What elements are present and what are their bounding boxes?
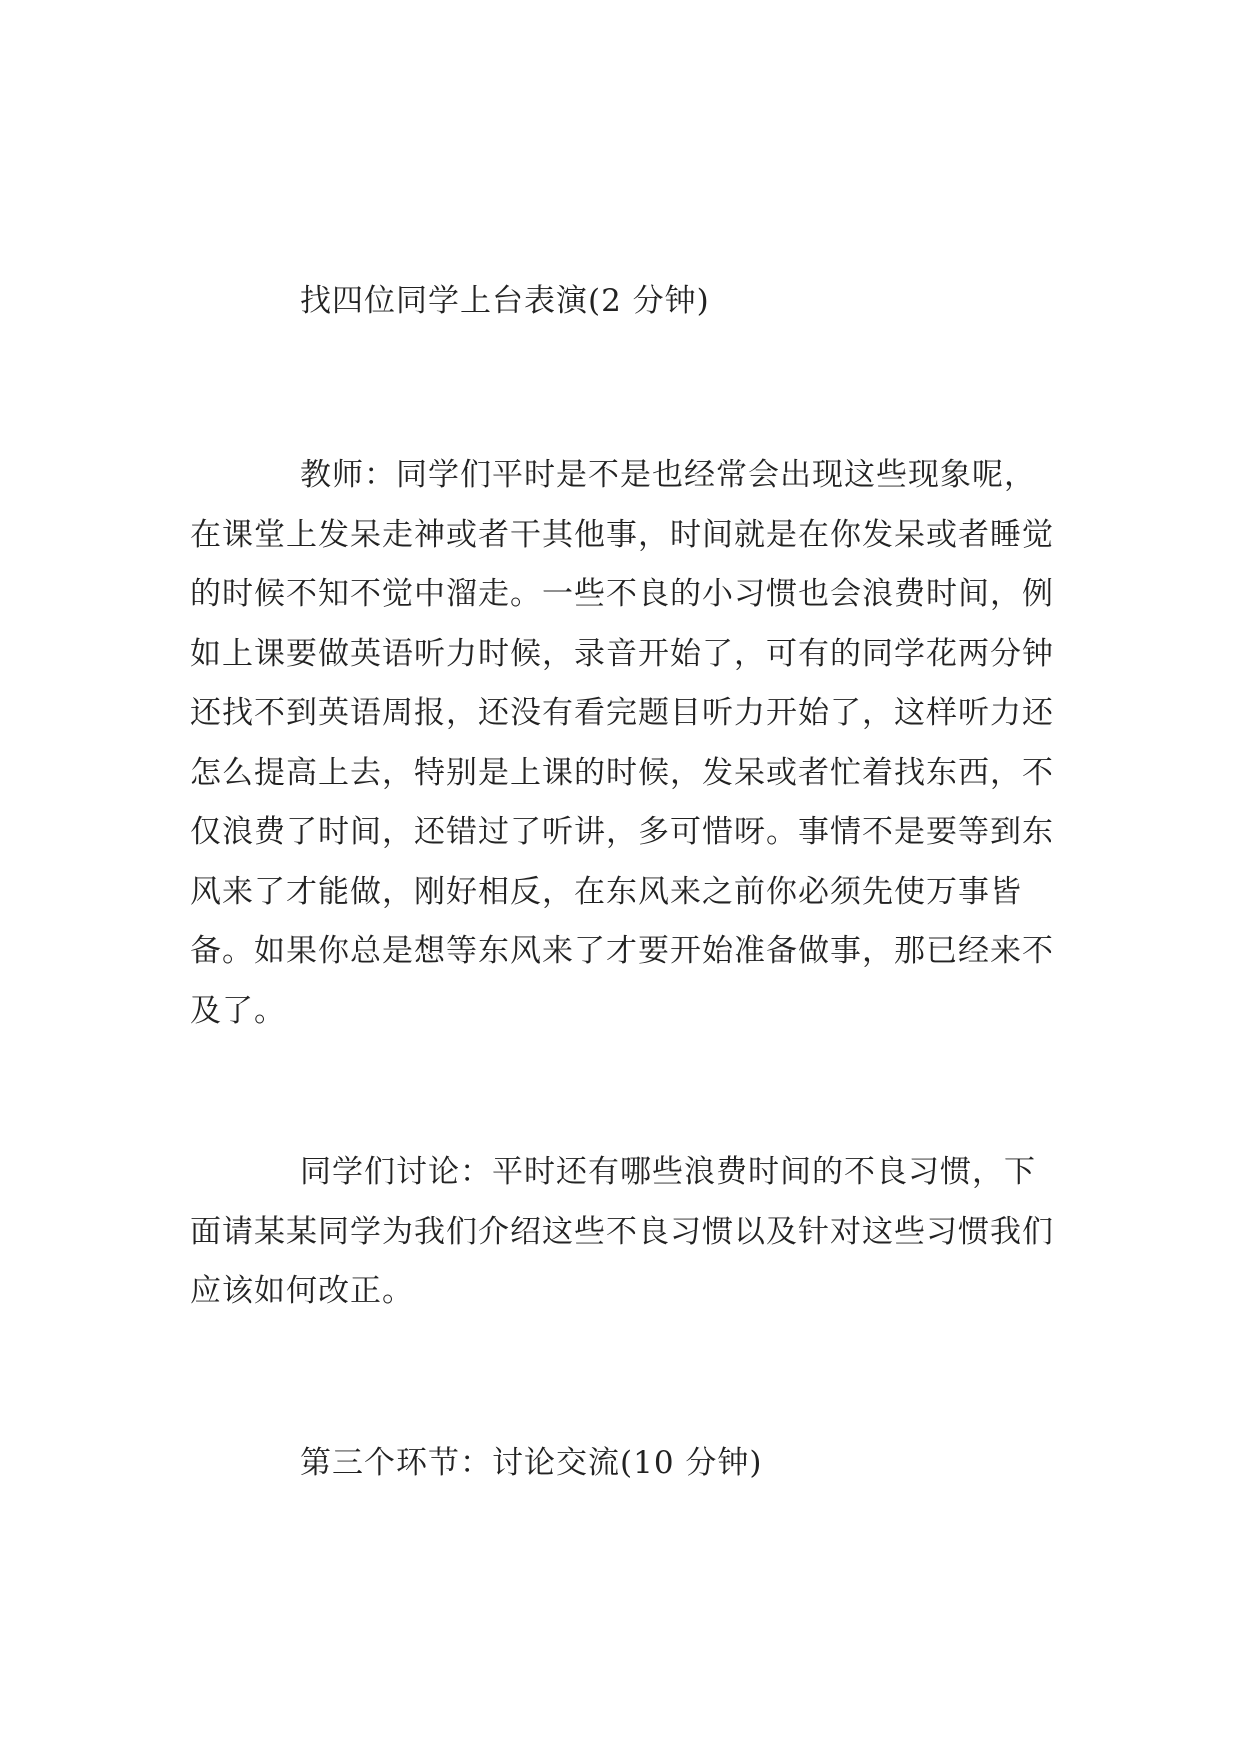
paragraph-teacher-speech: 教师：同学们平时是不是也经常会出现这些现象呢，在课堂上发呆走神或者干其他事，时间就是在你发呆或者睡觉的时候不知不觉中溜走。一些不良的小习惯也会浪费时间，例如上课要做英语听力时候，录音开始了，可有的同学花两分钟还找不到英语周报，还没有看完题目听力开始了，这样听力还怎么提高上去，特别是上课的时候，发呆或者忙着找东西，不仅浪费了时间，还错过了听讲，多可惜呀。事情不是要等到东风来了才能做，刚好相反，在东风来之前你必须先使万事皆备。如果你总是想等东风来了才要开始准备做事，那已经来不及了。 bbox=[190, 457, 1054, 1029]
paragraph-performance: 找四位同学上台表演(2 分钟) bbox=[300, 283, 710, 319]
paragraph-third-section: 第三个环节：讨论交流(10 分钟) bbox=[300, 1445, 763, 1481]
paragraph-student-discussion: 同学们讨论：平时还有哪些浪费时间的不良习惯，下面请某某同学为我们介绍这些不良习惯以及针对这些习惯我们应该如何改正。 bbox=[190, 1154, 1054, 1309]
